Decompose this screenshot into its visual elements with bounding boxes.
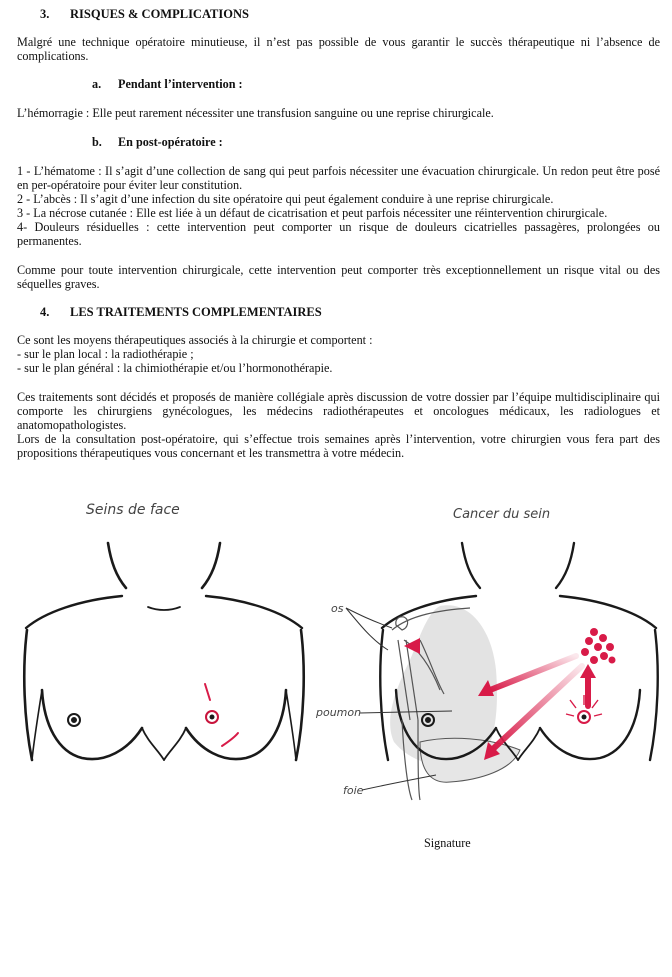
subheading-a xyxy=(92,77,243,92)
subheading-title: Pendant l’intervention : xyxy=(118,77,243,91)
paragraph: Lors de la consultation post-opératoire, qui s’effectue trois semaines après l’intervention, votre chirurgien vous fera part des propositions thérapeutiques vous concernant et les transmettra à votre médecin. xyxy=(17,432,660,460)
complications-list xyxy=(17,164,660,248)
subheading-number: b. xyxy=(92,135,102,149)
label-poumon: poumon xyxy=(316,706,362,719)
subheading-number: a. xyxy=(92,77,102,91)
section-number: 4. xyxy=(40,305,50,319)
section-title: RISQUES & COMPLICATIONS xyxy=(70,7,249,21)
left-illustration-title: Seins de face xyxy=(86,502,180,518)
list-item: 3 - La nécrose cutanée : Elle est liée à un défaut de cicatrisation et peut parfois nécessiter une réintervention chirurgicale. xyxy=(17,206,608,220)
treatments-paragraphs xyxy=(17,390,660,460)
right-illustration-title: Cancer du sein xyxy=(453,507,551,522)
paragraph: Ces traitements sont décidés et proposés de manière collégiale après discussion de votre dossier par l’équipe multidisciplinaire qui comporte les chirurgiens gynécologues, les médecins radiothérapeutes et oncologues médicaux, les radiologues et anatomopathologistes. xyxy=(17,390,660,432)
vital-risk-paragraph: Comme pour toute intervention chirurgicale, cette intervention peut comporter très exceptionnellement un risque vital ou des séquelles graves. xyxy=(17,263,660,291)
label-foie: foie xyxy=(343,784,364,797)
list-item: 1 - L’hématome : Il s’agit d’une collection de sang qui peut parfois nécessiter une évacuation chirurgicale. Un redon peut être posé en per-opératoire pour éviter leur constitution. xyxy=(17,164,660,192)
signature-label: Signature xyxy=(424,836,471,850)
section-title: LES TRAITEMENTS COMPLEMENTAIRES xyxy=(70,305,322,319)
section-3-heading xyxy=(40,7,249,21)
list-item: - sur le plan local : la radiothérapie ; xyxy=(17,347,194,361)
subheading-title: En post-opératoire : xyxy=(118,135,223,149)
list-item: Ce sont les moyens thérapeutiques associés à la chirurgie et comportent : xyxy=(17,333,373,347)
subheading-b xyxy=(92,135,223,150)
section-number: 3. xyxy=(40,7,50,21)
list-item: - sur le plan général : la chimiothérapie et/ou l’hormonothérapie. xyxy=(17,361,333,375)
intro-paragraph: Malgré une technique opératoire minutieuse, il n’est pas possible de vous garantir le succès thérapeutique ni l’absence de complications. xyxy=(17,35,660,63)
list-item: 2 - L’abcès : Il s’agit d’une infection du site opératoire qui peut également conduire à une reprise chirurgicale. xyxy=(17,192,554,206)
hemorragie-paragraph: L’hémorragie : Elle peut rarement nécessiter une transfusion sanguine ou une reprise chirurgicale. xyxy=(17,106,494,120)
treatments-list xyxy=(17,333,660,375)
section-4-heading xyxy=(40,305,322,319)
list-item: 4- Douleurs résiduelles : cette intervention peut comporter un risque de douleurs cicatrielles passagères, prolongées ou permanentes. xyxy=(17,220,660,248)
label-os: os xyxy=(331,602,344,615)
